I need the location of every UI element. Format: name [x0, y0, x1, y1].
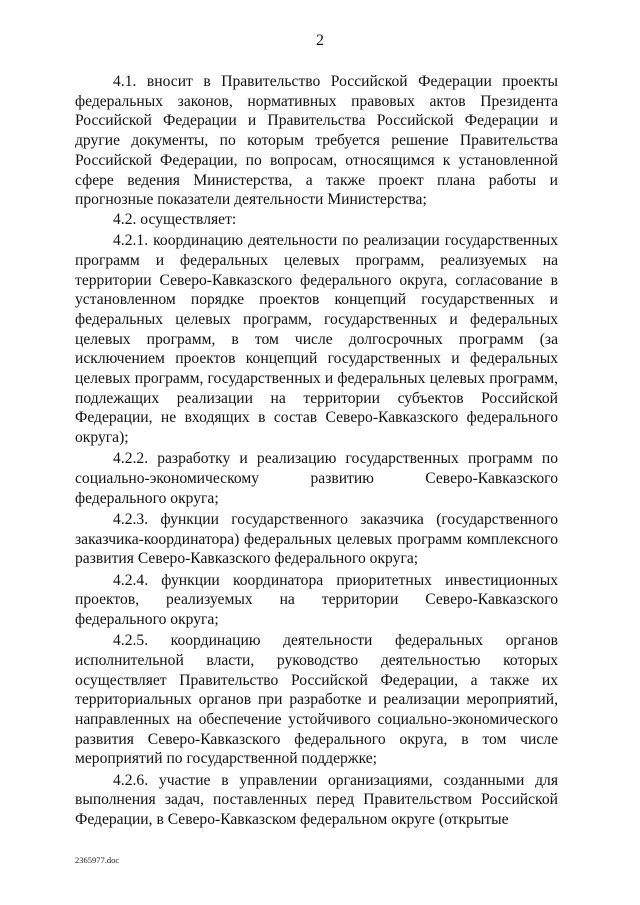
document-file-name: 2365977.doc — [75, 855, 120, 865]
paragraph-4-2: 4.2. осуществляет: — [113, 210, 237, 228]
page-number: 2 — [316, 32, 324, 49]
paragraph-4-2-4: 4.2.4. функции координатора приоритетных инвестиционных проектов, реализуемых на территории Северо-Кавказского федерального округа; — [75, 571, 558, 628]
paragraph-4-2-3: 4.2.3. функции государственного заказчика (государственного заказчика-координатора) федеральных целевых программ комплексного развития Северо-Кавказского федерального округа; — [75, 510, 558, 568]
paragraph-4-2-6: 4.2.6. участие в управлении организациями, созданными для выполнения задач, поставленных перед Правительством Российской Федерации, в Северо-Кавказском федеральном округе (открытые — [75, 771, 558, 829]
paragraph-4-2-5: 4.2.5. координацию деятельности федеральных органов исполнительной власти, руководство деятельностью которых осуществляет Правительство Российской Федерации, а также их территориальных органов при разработке и реализации мероприятий, направленных на обеспечение устойчивого социально-экономического развития Северо-Кавказского федерального округа, в том числе мероприятий по государственной поддержке; — [75, 632, 558, 768]
paragraph-4-1: 4.1. вносит в Правительство Российской Федерации проекты федеральных законов, нормативных правовых актов Президента Российской Федерации и Правительства Российской Федерации и другие документы, по которым требуется решение Правительства Российской Федерации, по вопросам, относящимся к установленной сфере ведения Министерства, а также проект плана работы и прогнозные показатели деятельности Министерства; — [75, 73, 558, 209]
paragraph-4-2-2: 4.2.2. разработку и реализацию государственных программ по социально-экономическому развитию Северо-Кавказского федерального округа; — [75, 450, 558, 507]
document-body — [75, 72, 558, 830]
paragraph-4-2-1: 4.2.1. координацию деятельности по реализации государственных программ и федеральных целевых программ, реализуемых на территории Северо-Кавказского федерального округа, согласование в установленном порядке проектов концепций государственных и федеральных целевых программ, государственных и федеральных целевых программ, в том числе долгосрочных программ (за исключением проектов концепций государственных и федеральных целевых программ, государственных и федеральных целевых программ, подлежащих реализации на территории субъектов Российской Федерации, не входящих в состав Северо-Кавказского федерального округа); — [75, 232, 558, 447]
